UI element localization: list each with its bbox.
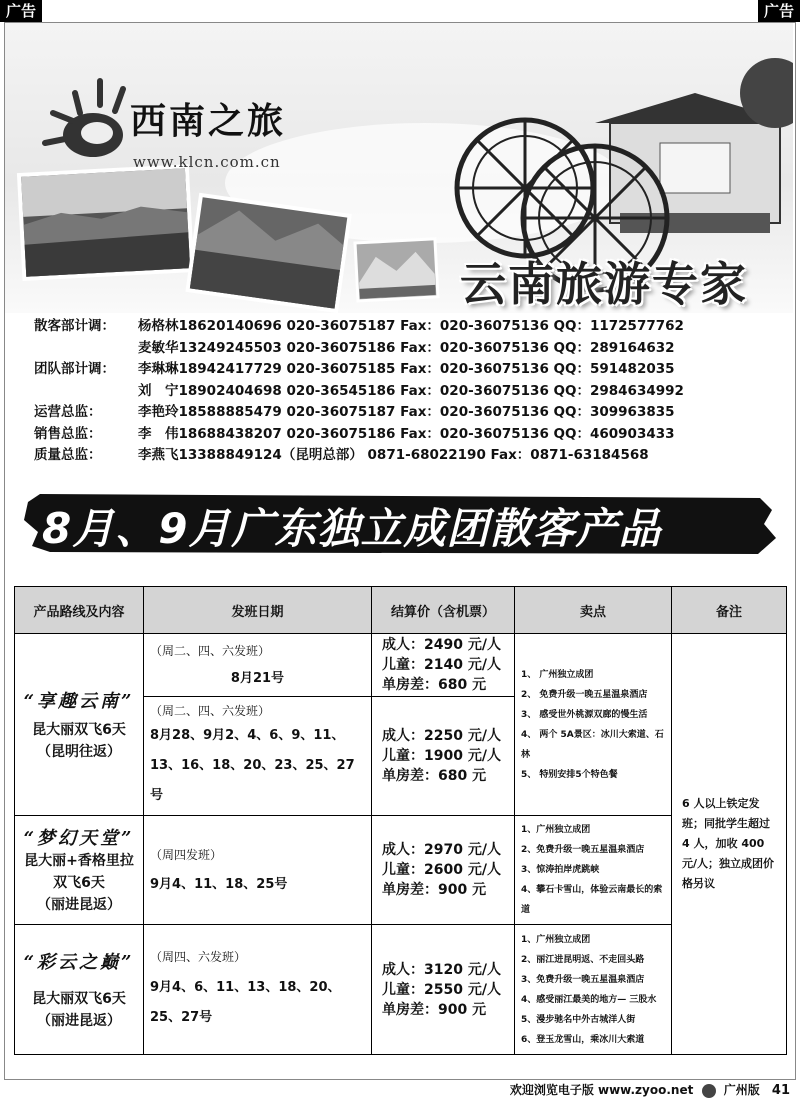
departure-days: （周二、四、六发班） (150, 704, 271, 718)
header-banner (5, 23, 793, 313)
price-cell (372, 925, 515, 1055)
route-name: “梦幻天堂” (23, 828, 135, 849)
contact-role: 销售总监： (34, 425, 102, 442)
page-number: 41 (771, 1083, 790, 1098)
selling-point: 4、 两个 5A景区：冰川大索道、石林 (521, 729, 664, 760)
adult-price: 成人：3120 元/人 (382, 961, 501, 978)
lake-mountain-photo (188, 195, 350, 311)
contact-role (34, 338, 138, 360)
edition-label: 广州版 (723, 1083, 760, 1097)
departure-cell (144, 697, 372, 816)
brand-logo: 西南之旅 (130, 100, 287, 142)
adult-price: 成人：2250 元/人 (382, 728, 501, 744)
departure-cell (144, 816, 372, 925)
route-line: （丽进昆返） (37, 897, 121, 913)
selling-point: 1、 广州独立成团 (521, 669, 594, 680)
route-cell (15, 925, 144, 1055)
departure-days: （周四、六发班） (150, 949, 247, 964)
column-header: 发班日期 (144, 587, 372, 634)
departure-days: （周四发班） (150, 848, 223, 862)
logo-sun-icon (45, 81, 123, 157)
contact-role (34, 381, 138, 403)
route-description (16, 719, 142, 763)
price-cell (372, 697, 515, 816)
departure-days: （周二、四、六发班） (150, 644, 271, 658)
route-line: （丽进昆返） (37, 1012, 121, 1029)
contact-role: 团队部计调： (34, 361, 115, 377)
child-price: 儿童：2550 元/人 (382, 981, 501, 998)
selling-point: 4、攀石卡雪山，体验云南最长的索道 (521, 885, 663, 915)
departure-dates: 8月21号 (230, 671, 285, 686)
snow-mountain-photo (355, 239, 438, 301)
route-line: 昆大丽双飞6天 (32, 990, 126, 1007)
single-supplement: 单房差：680 元 (382, 768, 487, 784)
route-description (16, 988, 142, 1032)
adult-price: 成人：2490 元/人 (382, 637, 501, 653)
slogan: 云南旅游专家 (460, 257, 748, 311)
selling-point: 2、 免费升级一晚五星温泉酒店 (521, 689, 648, 700)
route-line: 昆大丽+香格里拉 (24, 853, 134, 869)
selling-point: 2、丽江进昆明返、不走回头路 (521, 954, 645, 965)
route-name: “彩云之巅” (23, 951, 135, 973)
selling-points-cell (515, 634, 672, 816)
selling-points-cell (515, 816, 672, 925)
page-footer (400, 1081, 790, 1099)
departure-dates: 9月4、6、11、13、18、20、25、27号 (150, 979, 341, 1025)
contact-row (34, 316, 794, 338)
selling-point: 4、感受丽江最美的地方— 三股水 (521, 994, 657, 1005)
route-line: 双飞6天 (53, 875, 105, 891)
footer-text[interactable]: 欢迎浏览电子版 www.zyoo.net (509, 1083, 694, 1097)
lijiang-town-photo (19, 166, 192, 279)
child-price: 儿童：1900 元/人 (382, 748, 501, 764)
route-name: “享趣云南” (23, 690, 135, 712)
price-cell (372, 634, 515, 697)
ad-label-left: 广告 (0, 0, 42, 22)
column-header: 卖点 (515, 587, 672, 634)
selling-point: 1、广州独立成团 (521, 934, 591, 945)
contact-info: 李艳玲18588885479 020-36075187 Fax：020-36075136 QQ：309963835 (138, 404, 675, 420)
contact-role: 运营总监： (34, 404, 102, 420)
selling-point: 3、免费升级一晚五星温泉酒店 (521, 974, 645, 985)
ad-label-right: 广告 (758, 0, 800, 22)
table-row (15, 925, 787, 1055)
contact-row (34, 381, 794, 403)
product-table (14, 586, 787, 1055)
contact-role: 散客部计调： (34, 318, 115, 334)
selling-point: 1、广州独立成团 (521, 825, 591, 835)
selling-point: 5、 特别安排5个特色餐 (521, 769, 618, 780)
single-supplement: 单房差：680 元 (382, 677, 487, 693)
table-row (15, 816, 787, 925)
contact-info: 李燕飞13388849124（昆明总部） 0871-68022190 Fax：0871-63184568 (138, 447, 649, 463)
route-line: （昆明往返） (37, 743, 121, 760)
contact-info: 李 伟18688438207 020-36075186 Fax：020-36075136 QQ：460903433 (138, 425, 675, 442)
route-cell (15, 816, 144, 925)
contact-row (34, 402, 794, 424)
contact-info: 刘 宁18902404698 020-36545186 Fax：020-36075136 QQ：2984634992 (138, 382, 684, 399)
child-price: 儿童：2140 元/人 (382, 657, 501, 673)
departure-dates: 9月4、11、18、25号 (150, 877, 288, 892)
selling-points-cell (515, 925, 672, 1055)
contact-row (34, 424, 794, 446)
departure-dates: 8月28、9月2、4、6、9、11、13、16、18、20、23、25、27号 (150, 728, 355, 803)
contact-row (34, 445, 794, 467)
table-row (15, 634, 787, 697)
selling-point: 3、 感受世外桃源双廊的慢生活 (521, 709, 648, 720)
column-header: 结算价（含机票） (372, 587, 515, 634)
edition-logo-icon (702, 1084, 716, 1098)
banner-title: 8月、9月广东独立成团散客产品 (42, 504, 662, 553)
departure-cell (144, 634, 372, 697)
column-header: 产品路线及内容 (15, 587, 144, 634)
selling-point: 2、免费升级一晚五星温泉酒店 (521, 845, 645, 855)
selling-point: 6、登玉龙雪山，乘冰川大索道 (521, 1034, 645, 1045)
adult-price: 成人：2970 元/人 (382, 842, 501, 858)
note-cell: 6 人以上铁定发班；同批学生超过 4 人，加收 400 元/人；独立成团价格另议 (672, 634, 787, 1055)
route-description (16, 850, 142, 916)
departure-cell (144, 925, 372, 1055)
contact-row (34, 338, 794, 360)
route-cell (15, 634, 144, 816)
contact-row (34, 359, 794, 381)
brand-url[interactable]: www.klcn.com.cn (133, 153, 281, 171)
table-header-row (15, 587, 787, 634)
price-cell (372, 816, 515, 925)
single-supplement: 单房差：900 元 (382, 1001, 487, 1018)
route-line: 昆大丽双飞6天 (32, 721, 126, 738)
contact-info: 李琳琳18942417729 020-36075185 Fax：020-36075136 QQ：591482035 (138, 361, 675, 377)
column-header: 备注 (672, 587, 787, 634)
contact-info: 杨格林18620140696 020-36075187 Fax：020-36075136 QQ：1172577762 (138, 318, 684, 334)
selling-point: 3、惊涛拍岸虎跳峡 (521, 865, 600, 875)
child-price: 儿童：2600 元/人 (382, 862, 501, 878)
single-supplement: 单房差：900 元 (382, 882, 487, 898)
selling-point: 5、漫步驰名中外古城洋人街 (521, 1014, 636, 1025)
product-banner (20, 488, 780, 560)
contact-info: 麦敏华13249245503 020-36075186 Fax：020-36075136 QQ：289164632 (138, 339, 675, 356)
contact-role: 质量总监： (34, 447, 102, 463)
contact-list (34, 316, 794, 467)
